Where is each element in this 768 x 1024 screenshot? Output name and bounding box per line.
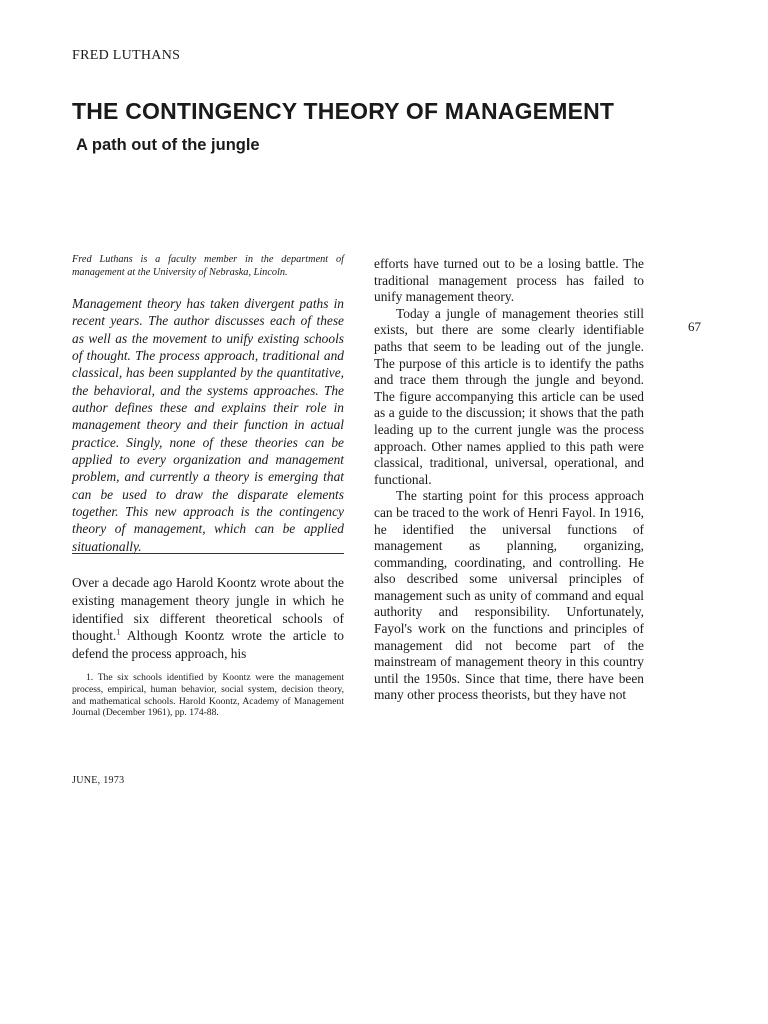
page-number: 67 [688,319,701,334]
body-paragraph-left-text: Over a decade ago Harold Koontz wrote about the existing management theory jungle in which he identified six different theoretical schools of thought. [72,575,344,644]
section-divider [72,553,344,554]
article-title: THE CONTINGENCY THEORY OF MANAGEMENT [72,98,615,124]
body-paragraph: Today a jungle of management theories still exists, but there are some clearly identifiable paths that seem to be leading out of the jungle. The purpose of this article is to identify the paths and trace them through the jungle and beyond. The figure accompanying this article can be used as a guide to the discussion; it shows that the path leading up to the current jungle was the process approach. Other names applied to this path were classical, traditional, universal, operational, and functional. [374,305,644,487]
article-subtitle: A path out of the jungle [76,136,260,154]
body-paragraph: The starting point for this process approach can be traced to the work of Henri Fayol. In 1916, he identified the universal functions of management as planning, organizing, commanding, coordinating, and controlling. He also described some universal principles of management such as unity of command and equal authority and responsibility. Unfortunately, Fayol's work on the functions and principles of management did not become part of the mainstream of management theory in this country until the 1950s. Since that time, there have been many other process theorists, but they have not [374,488,644,703]
footnote: 1. The six schools identified by Koontz were the management process, empirical, human behavior, social system, decision theory, and mathematical schools. Harold Koontz, Academy of Management Journal (December 1961), pp. 174-88. [72,672,344,719]
author-name: FRED LUTHANS [72,48,181,63]
body-paragraph-left-tail: Although Koontz wrote the article to defend the process approach, his [72,628,344,662]
body-paragraph-left [72,574,344,663]
body-paragraph: efforts have turned out to be a losing battle. The traditional management process has failed to unify management theory. [374,256,644,305]
footnote-marker: 1 [116,627,121,637]
issue-date: JUNE, 1973 [72,775,125,786]
abstract: Management theory has taken divergent paths in recent years. The author discusses each of these as well as the movement to unify existing schools of thought. The process approach, traditional and classical, has been supplanted by the quantitative, the behavioral, and the systems approaches. The author defines these and explains their role in management theory and their function in actual practice. Singly, none of these theories can be applied to every organization and management problem, and currently a theory is emerging that can be used to draw the disparate elements together. This new approach is the contingency theory of management, which can be applied situationally. [72,296,344,554]
right-column [374,256,644,704]
author-bio: Fred Luthans is a faculty member in the department of management at the University of Nebraska, Lincoln. [72,254,344,278]
